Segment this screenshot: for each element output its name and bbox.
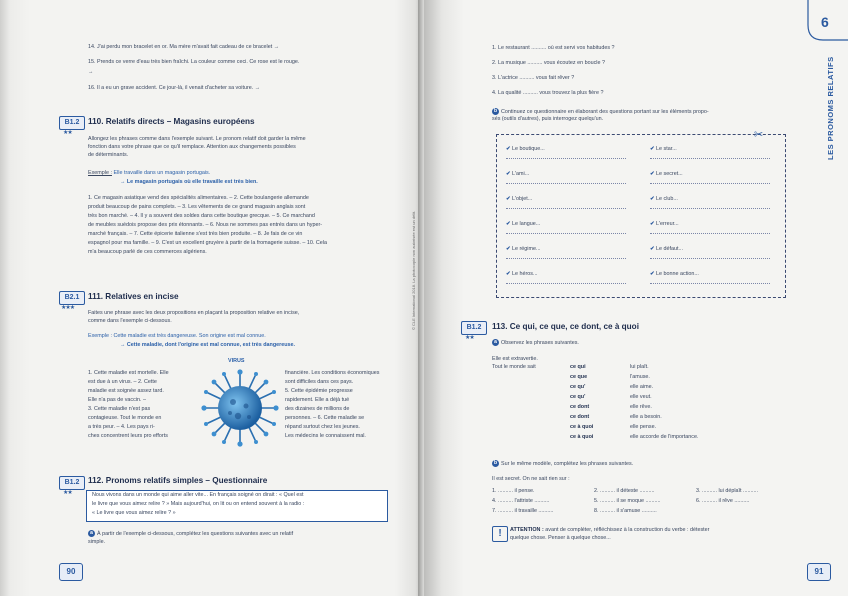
page-number-left: 90 — [59, 563, 83, 581]
ex113-fill-item: 2. .......... il déteste .......... — [594, 488, 655, 494]
virus-illustration — [200, 368, 280, 448]
checklist-item — [650, 221, 679, 228]
answer-line — [506, 183, 626, 184]
ex113-clause: elle aime. — [630, 384, 654, 390]
ex110-body-5: marché français. – 7. Cette épicerie italienne s'est très bien produite. – 8. Je fais de ce vin — [88, 231, 303, 237]
checkmark-icon: ✔ — [506, 271, 513, 277]
checkmark-icon: ✔ — [506, 246, 513, 252]
checkmark-icon: ✔ — [650, 221, 657, 227]
checkmark-icon: ✔ — [650, 146, 657, 152]
ex113-instruction-a — [492, 339, 579, 347]
ex113-clause: elle pense. — [630, 424, 657, 430]
ex111-left-line: est due à un virus. – 2. Cette — [88, 379, 157, 385]
instruction-b-marker: b — [493, 460, 498, 466]
ex113-intro-1: Elle est extravertie. — [492, 356, 538, 362]
checklist-item — [506, 171, 529, 178]
page-number-right: 91 — [807, 563, 831, 581]
item-15-arrow: → — [88, 69, 94, 75]
ex111-left-line: 3. Cette maladie n'est pas — [88, 406, 151, 412]
answer-line — [506, 283, 626, 284]
checklist-item-label: Le héros... — [512, 271, 538, 277]
level-badge-111: B2.1 — [59, 291, 85, 305]
ex111-left-line: a très peur. – 4. Les pays ri- — [88, 424, 155, 430]
checkmark-icon: ✔ — [506, 171, 513, 177]
question-1: 1. Le restaurant .......... où est servi vos habitudes ? — [492, 45, 615, 51]
ex113-pronoun: ce que — [570, 374, 588, 380]
checkmark-icon: ✔ — [650, 271, 657, 277]
question-3: 3. L'actrice .......... vous fait rêver ? — [492, 75, 575, 81]
checkmark-icon: ✔ — [650, 171, 657, 177]
ex111-left-line: maladie est soignée assez tard. — [88, 388, 164, 394]
ex113-pronoun: ce qu' — [570, 394, 586, 400]
attention-icon: ! — [492, 526, 508, 542]
checklist-item-label: Le défaut... — [656, 246, 683, 252]
ex110-body-6: espagnol pour ma famille. – 9. C'est un excellent gruyère à partir de la fromagerie suisse. – 10. Cela — [88, 240, 327, 246]
checkmark-icon: ✔ — [650, 246, 657, 252]
virus-label: VIRUS — [228, 358, 245, 364]
attention-line-2: quelque chose. Penser à quelque chose... — [510, 535, 611, 541]
stars-110: ★★ — [63, 130, 72, 136]
stars-111: ★★★ — [61, 305, 75, 311]
chapter-number: 6 — [821, 14, 829, 30]
ex112-instruction-text: À partir de l'exemple ci-dessous, complétez les questions suivantes avec un relatif — [97, 530, 294, 537]
ex113-clause: elle accorde de l'importance. — [630, 434, 699, 440]
checklist-item-label: Le bonne action... — [656, 271, 699, 277]
checklist-item — [506, 196, 532, 203]
checklist-item — [650, 246, 683, 253]
ex110-body-1: 1. Ce magasin asiatique vend des spécialités alimentaires. – 2. Cette boulangerie allemande — [88, 195, 309, 201]
attention-label: ATTENTION : — [510, 527, 544, 533]
level-badge-113: B1.2 — [461, 321, 487, 335]
attention-line-1 — [510, 527, 709, 534]
ex110-instruction-3: de déterminants. — [88, 152, 129, 158]
ex111-example-a: → Cette maladie, dont l'origine est mal connue, est très dangereuse. — [120, 342, 296, 348]
ex110-instruction-2: fonction dans votre phrase que ce qu'il remplace. Attention aux changements possibles — [88, 144, 296, 150]
answer-line — [650, 208, 770, 209]
checklist-item — [506, 146, 545, 153]
instruction-b-marker: b — [493, 108, 498, 114]
checklist-item — [650, 171, 683, 178]
answer-line — [506, 258, 626, 259]
instruction-a-marker: a — [88, 530, 95, 537]
ex113-clause: elle veut. — [630, 394, 652, 400]
ex113-fill-item: 1. .......... il pense. — [492, 488, 535, 494]
ex112-box-line-1: Nous vivons dans un monde qui aime aller vite... En français soigné on dirait : « Quel est — [92, 492, 304, 498]
ex113-clause: elle a besoin. — [630, 414, 662, 420]
checklist-item-label: Le boutique... — [512, 146, 545, 152]
instruction-b-text: Continuez ce questionnaire en élaborant des questions portant sur les éléments propo- — [501, 108, 709, 115]
ex111-left-line: ches concentrent leurs pro efforts — [88, 433, 168, 439]
checklist-item-label: L'objet... — [512, 196, 533, 202]
checklist-item — [506, 221, 540, 228]
level-badge-112: B1.2 — [59, 476, 85, 490]
ex113-clause: elle rêve. — [630, 404, 652, 410]
instruction-b-1 — [492, 108, 709, 116]
ex110-body-3: très bon marché. – 4. Il y a souvent des soldes dans cette boutique grecque. – 5. Ce marchand — [88, 213, 315, 219]
ex113-fill-item: 4. .......... l'attriste .......... — [492, 498, 550, 504]
ex113-pronoun: ce à quoi — [570, 424, 594, 430]
exercise-110-title: 110. Relatifs directs – Magasins européens — [88, 117, 255, 126]
ex111-right-line: sont difficiles dans ces pays. — [285, 379, 354, 385]
ex111-right-line: financière. Les conditions économiques — [285, 370, 380, 376]
right-page — [424, 0, 848, 596]
ex110-body-2: produit beaucoup de pains complets. – 3. Les vêtements de ce grand magasin anglais sont — [88, 204, 306, 210]
ex111-left-line: Elle n'a pas de vaccin. – — [88, 397, 146, 403]
instruction-b-2: sés (outils d'autres), puis interrogez quelqu'un. — [492, 116, 604, 122]
scissors-icon: ✂ — [754, 129, 764, 141]
ex111-right-line: rapidement. Elle a déjà tué — [285, 397, 350, 403]
ex110-example-label: Exemple : — [88, 170, 112, 176]
ex110-body-4: de meubles suédois propose des prix étonnants. – 6. Nous ne sommes pas entrés dans un hyper- — [88, 222, 323, 228]
checklist-item — [506, 271, 538, 278]
chapter-tab-shape — [798, 0, 848, 60]
ex111-left-line: 1. Cette maladie est mortelle. Elle — [88, 370, 169, 376]
ex110-example-a: → Le magasin portugais où elle travaille est très bien. — [120, 179, 258, 185]
exercise-113-title: 113. Ce qui, ce que, ce dont, ce à quoi — [492, 322, 639, 331]
stars-113: ★★ — [465, 335, 474, 341]
question-2: 2. La musique .......... vous écoutez en boucle ? — [492, 60, 605, 66]
ex111-right-line: Les médecins le connaissent mal. — [285, 433, 366, 439]
checklist-item — [650, 271, 699, 278]
ex112-instruction-1 — [88, 530, 293, 538]
checklist-item-label: L'ami... — [512, 171, 530, 177]
checkmark-icon: ✔ — [650, 196, 657, 202]
ex113-instruction-b — [492, 460, 633, 468]
ex111-right-line: répand surtout chez les jeunes. — [285, 424, 360, 430]
ex113-pronoun: ce à quoi — [570, 434, 594, 440]
checklist-item-label: Le star... — [656, 146, 677, 152]
checklist-item-label: Le langue... — [512, 221, 541, 227]
ex111-right-line: des dizaines de millions de — [285, 406, 350, 412]
ex113-pronoun: ce dont — [570, 404, 590, 410]
ex113-fill-item: 8. .......... il s'amuse .......... — [594, 508, 657, 514]
ex113-clause: lui plaît. — [630, 364, 649, 370]
ex113-instruction-a-text: Observez les phrases suivantes. — [501, 339, 579, 346]
item-15: 15. Prends ce verre d'eau très bien fraîchi. La couleur comme ceci. Ce rose est le rouge. — [88, 59, 300, 65]
answer-line — [650, 233, 770, 234]
ex112-instruction-2: simple. — [88, 539, 106, 545]
exercise-111-title: 111. Relatives en incise — [88, 292, 179, 301]
ex110-example-q: Elle travaille dans un magasin portugais. — [113, 170, 211, 176]
checklist-item-label: Le secret... — [656, 171, 683, 177]
checklist-item-label: L'erreur... — [656, 221, 679, 227]
ex112-box-line-3: « Le livre que vous aimez relire ? » — [92, 510, 176, 516]
copyright-spine-text: © CLE International 2018. La photocopie non autorisée est un délit. — [411, 210, 416, 330]
ex110-instruction-1: Allongez les phrases comme dans l'exemple suivant. Le pronom relatif doit garder la même — [88, 136, 306, 142]
exercise-112-title: 112. Pronoms relatifs simples – Questionnaire — [88, 476, 268, 485]
ex113-fill-item: 6. .......... il rêve .......... — [696, 498, 750, 504]
question-4: 4. La qualité .......... vous trouvez la plus fière ? — [492, 90, 604, 96]
ex113-instruction-b-text: Sur le même modèle, complétez les phrases suivantes. — [501, 460, 634, 467]
ex111-instruction-2: comme dans l'exemple ci-dessous. — [88, 318, 172, 324]
ex113-intro-2: Tout le monde sait — [492, 364, 536, 370]
instruction-a-marker: a — [492, 339, 499, 346]
ex111-right-line: personnes. – 6. Cette maladie se — [285, 415, 365, 421]
ex111-left-line: contagieuse. Tout le monde en — [88, 415, 162, 421]
checkmark-icon: ✔ — [506, 196, 513, 202]
ex113-fill-item: 5. .......... il se moque .......... — [594, 498, 661, 504]
ex111-instruction-1: Faites une phrase avec les deux propositions en plaçant la proposition relative en incise, — [88, 310, 300, 316]
checklist-item — [650, 146, 677, 153]
ex111-example-q: Exemple : Cette maladie est très dangereuse. Son origine est mal connue. — [88, 333, 266, 339]
answer-line — [506, 208, 626, 209]
ex113-pronoun: ce dont — [570, 414, 590, 420]
ex113-fill-item: 7. .......... il travaille .......... — [492, 508, 554, 514]
ex113-pronoun: ce qu' — [570, 384, 586, 390]
answer-line — [650, 158, 770, 159]
item-16: 16. Il a eu un grave accident. Ce jour-là, il venait d'acheter sa voiture. → — [88, 85, 261, 91]
ex112-box-line-2: le livre que vous aimez relire ? » Mais aujourd'hui, on lit ou on entend souvent à la radio : — [92, 501, 305, 507]
ex113-fill-item: 3. .......... lui déplaît .......... — [696, 488, 759, 494]
checkmark-icon: ✔ — [506, 146, 513, 152]
answer-line — [650, 183, 770, 184]
chapter-title: LES PRONOMS RELATIFS — [826, 56, 835, 160]
item-14: 14. J'ai perdu mon bracelet en or. Ma mère m'avait fait cadeau de ce bracelet → — [88, 44, 280, 50]
stars-112: ★★ — [63, 490, 72, 496]
attention-text: avant de compléter, réfléchissez à la construction du verbe : détester — [545, 527, 710, 533]
answer-line — [650, 258, 770, 259]
ex113-pronoun: ce qui — [570, 364, 586, 370]
answer-line — [650, 283, 770, 284]
checklist-item — [650, 196, 678, 203]
ex113-clause: l'amuse. — [630, 374, 650, 380]
ex110-example — [88, 170, 210, 177]
checkmark-icon: ✔ — [506, 221, 513, 227]
checklist-item-label: Le régime... — [512, 246, 541, 252]
ex110-body-7: m'a beaucoup parlé de ces commerces algériens. — [88, 249, 207, 255]
answer-line — [506, 158, 626, 159]
ex113-subintro: Il est secret. On ne sait rien sur : — [492, 476, 570, 482]
answer-line — [506, 233, 626, 234]
checklist-item — [506, 246, 540, 253]
checklist-item-label: Le club... — [656, 196, 678, 202]
ex111-right-line: 5. Cette épidémie progresse — [285, 388, 353, 394]
level-badge-110: B1.2 — [59, 116, 85, 130]
